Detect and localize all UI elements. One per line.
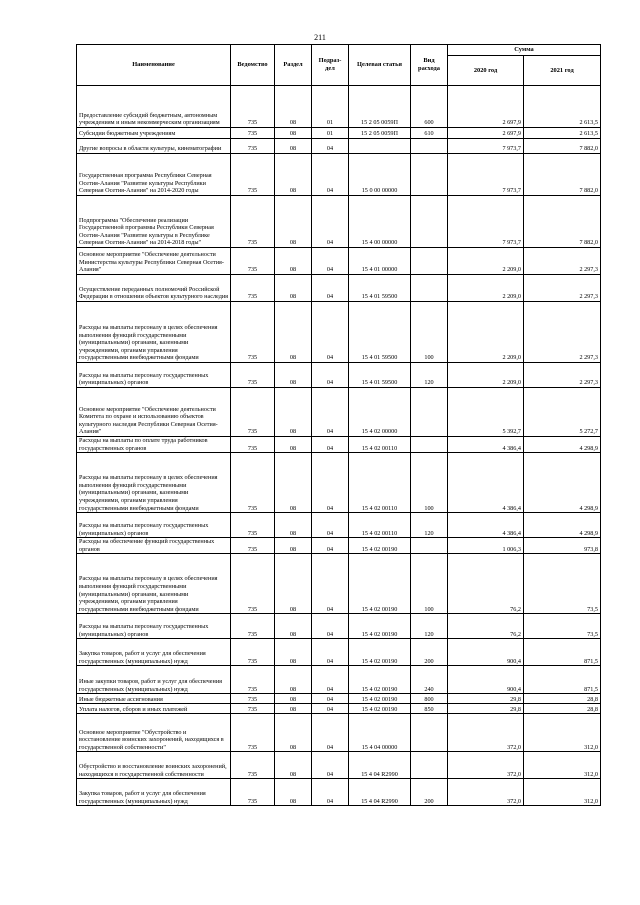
row-section: 08 <box>275 752 312 779</box>
row-name: Предоставление субсидий бюджетным, автономным учреждениям и иным некоммерческим организациям <box>77 86 231 128</box>
page-number: 211 <box>314 33 326 42</box>
table-row <box>77 666 601 694</box>
table-row <box>77 302 601 363</box>
row-amount-2021: 73,5 <box>524 554 601 614</box>
row-section: 08 <box>275 538 312 554</box>
row-ministry: 735 <box>231 453 275 513</box>
row-subsection: 04 <box>312 554 349 614</box>
row-expense-type: 120 <box>411 614 448 639</box>
row-name: Основное мероприятие "Обеспечение деятельности Министерства культуры Республики Северная Осетия-Алания" <box>77 248 231 275</box>
row-expense-type: 850 <box>411 704 448 714</box>
table-row <box>77 196 601 248</box>
row-amount-2021: 2 613,5 <box>524 128 601 139</box>
row-expense-type: 600 <box>411 86 448 128</box>
row-expense-type: 100 <box>411 453 448 513</box>
row-section: 08 <box>275 779 312 806</box>
row-expense-type: 120 <box>411 363 448 388</box>
row-expense-type: 610 <box>411 128 448 139</box>
row-ministry: 735 <box>231 437 275 453</box>
table-header <box>77 45 601 86</box>
row-section: 08 <box>275 513 312 538</box>
row-amount-2021: 2 613,5 <box>524 86 601 128</box>
row-name: Расходы на выплаты персоналу в целях обеспечения выполнения функций государственными (муниципальными) органами, казенными учреждениями, органами управления государственными внебюджетными фондами <box>77 302 231 363</box>
row-section: 08 <box>275 388 312 437</box>
row-name: Обустройство и восстановление воинских захоронений, находящихся в государственной собственности <box>77 752 231 779</box>
row-expense-type <box>411 538 448 554</box>
row-name: Расходы на выплаты по оплате труда работников государственных органов <box>77 437 231 453</box>
row-target-article <box>349 139 411 154</box>
row-amount-2021: 871,5 <box>524 666 601 694</box>
row-amount-2021: 312,0 <box>524 779 601 806</box>
row-section: 08 <box>275 714 312 752</box>
row-subsection: 04 <box>312 779 349 806</box>
header-year-2021: 2021 год <box>524 56 601 86</box>
table-row <box>77 614 601 639</box>
row-name: Государственная программа Республики Северная Осетия-Алания "Развитие культуры Республики Северная Осетия-Алания" на 2014-2020 годы <box>77 154 231 196</box>
row-amount-2021: 871,5 <box>524 639 601 666</box>
header-section: Раздел <box>275 45 312 86</box>
row-subsection: 01 <box>312 128 349 139</box>
row-name: Расходы на обеспечение функций государственных органов <box>77 538 231 554</box>
row-subsection: 04 <box>312 437 349 453</box>
row-section: 08 <box>275 704 312 714</box>
row-section: 08 <box>275 302 312 363</box>
row-amount-2021: 4 298,9 <box>524 437 601 453</box>
row-target-article: 15 4 02 00190 <box>349 614 411 639</box>
row-subsection: 04 <box>312 196 349 248</box>
row-expense-type: 100 <box>411 554 448 614</box>
row-target-article: 15 4 02 00190 <box>349 694 411 704</box>
row-section: 08 <box>275 694 312 704</box>
row-amount-2020: 2 209,0 <box>448 248 524 275</box>
row-target-article: 15 4 04 R2990 <box>349 752 411 779</box>
row-subsection: 01 <box>312 86 349 128</box>
row-amount-2021: 4 298,9 <box>524 453 601 513</box>
row-subsection: 04 <box>312 666 349 694</box>
row-amount-2020: 372,0 <box>448 714 524 752</box>
row-target-article: 15 4 02 00000 <box>349 388 411 437</box>
row-target-article: 15 4 04 R2990 <box>349 779 411 806</box>
row-section: 08 <box>275 437 312 453</box>
table-row <box>77 639 601 666</box>
row-subsection: 04 <box>312 248 349 275</box>
row-section: 08 <box>275 666 312 694</box>
row-section: 08 <box>275 128 312 139</box>
row-target-article: 15 4 01 00000 <box>349 248 411 275</box>
row-amount-2020: 29,8 <box>448 704 524 714</box>
row-amount-2021: 28,8 <box>524 694 601 704</box>
row-target-article: 15 0 00 00000 <box>349 154 411 196</box>
table-row <box>77 752 601 779</box>
row-target-article: 15 4 02 00110 <box>349 453 411 513</box>
row-subsection: 04 <box>312 363 349 388</box>
row-name: Расходы на выплаты персоналу в целях обеспечения выполнения функций государственными (муниципальными) органами, казенными учреждениями, органами управления государственными внебюджетными фондами <box>77 453 231 513</box>
table-row <box>77 554 601 614</box>
row-ministry: 735 <box>231 248 275 275</box>
row-ministry: 735 <box>231 302 275 363</box>
header-ministry: Ведомство <box>231 45 275 86</box>
row-ministry: 735 <box>231 554 275 614</box>
row-expense-type <box>411 437 448 453</box>
row-ministry: 735 <box>231 694 275 704</box>
row-ministry: 735 <box>231 86 275 128</box>
row-section: 08 <box>275 639 312 666</box>
row-amount-2020: 5 392,7 <box>448 388 524 437</box>
row-name: Основное мероприятие "Обустройство и восстановление воинских захоронений, находящихся в государственной собственности" <box>77 714 231 752</box>
row-amount-2021: 2 297,3 <box>524 363 601 388</box>
row-amount-2020: 76,2 <box>448 614 524 639</box>
row-amount-2020: 7 973,7 <box>448 154 524 196</box>
row-expense-type <box>411 275 448 302</box>
header-amount: Сумма <box>448 45 601 56</box>
row-expense-type <box>411 196 448 248</box>
row-section: 08 <box>275 554 312 614</box>
row-expense-type: 100 <box>411 302 448 363</box>
row-target-article: 15 4 02 00190 <box>349 538 411 554</box>
row-ministry: 735 <box>231 363 275 388</box>
header-expense-type: Вид расхода <box>411 45 448 86</box>
row-amount-2020: 900,4 <box>448 639 524 666</box>
row-subsection: 04 <box>312 614 349 639</box>
row-subsection: 04 <box>312 752 349 779</box>
row-amount-2021: 7 882,0 <box>524 154 601 196</box>
row-target-article: 15 4 01 59500 <box>349 363 411 388</box>
row-section: 08 <box>275 453 312 513</box>
table-row <box>77 704 601 714</box>
row-name: Расходы на выплаты персоналу государственных (муниципальных) органов <box>77 363 231 388</box>
row-ministry: 735 <box>231 752 275 779</box>
header-name: Наименование <box>77 45 231 86</box>
table-row <box>77 388 601 437</box>
row-amount-2021: 7 882,0 <box>524 196 601 248</box>
row-name: Закупка товаров, работ и услуг для обеспечения государственных (муниципальных) нужд <box>77 779 231 806</box>
row-subsection: 04 <box>312 154 349 196</box>
row-section: 08 <box>275 363 312 388</box>
table-row <box>77 128 601 139</box>
row-amount-2020: 4 386,4 <box>448 453 524 513</box>
row-ministry: 735 <box>231 779 275 806</box>
row-target-article: 15 4 04 00000 <box>349 714 411 752</box>
row-amount-2020: 7 973,7 <box>448 139 524 154</box>
row-expense-type <box>411 752 448 779</box>
row-amount-2021: 5 272,7 <box>524 388 601 437</box>
row-name: Осуществление переданных полномочий Российской Федерации в отношении объектов культурного наследия <box>77 275 231 302</box>
row-ministry: 735 <box>231 388 275 437</box>
row-name: Иные бюджетные ассигнования <box>77 694 231 704</box>
row-amount-2020: 2 209,0 <box>448 363 524 388</box>
row-expense-type: 120 <box>411 513 448 538</box>
table-row <box>77 779 601 806</box>
row-ministry: 735 <box>231 196 275 248</box>
row-amount-2021: 73,5 <box>524 614 601 639</box>
row-subsection: 04 <box>312 275 349 302</box>
row-section: 08 <box>275 139 312 154</box>
row-amount-2020: 2 209,0 <box>448 302 524 363</box>
row-amount-2020: 4 386,4 <box>448 437 524 453</box>
row-target-article: 15 4 02 00110 <box>349 437 411 453</box>
row-subsection: 04 <box>312 714 349 752</box>
row-target-article: 15 4 02 00190 <box>349 554 411 614</box>
row-expense-type: 240 <box>411 666 448 694</box>
row-amount-2021: 2 297,3 <box>524 302 601 363</box>
row-target-article: 15 4 01 59500 <box>349 302 411 363</box>
table-body <box>77 86 601 806</box>
row-section: 08 <box>275 86 312 128</box>
row-amount-2020: 2 209,0 <box>448 275 524 302</box>
row-amount-2020: 2 697,9 <box>448 86 524 128</box>
row-name: Расходы на выплаты персоналу государственных (муниципальных) органов <box>77 513 231 538</box>
row-name: Уплата налогов, сборов и иных платежей <box>77 704 231 714</box>
row-subsection: 04 <box>312 639 349 666</box>
row-subsection: 04 <box>312 513 349 538</box>
row-name: Другие вопросы в области культуры, кинематографии <box>77 139 231 154</box>
row-ministry: 735 <box>231 139 275 154</box>
table-row <box>77 275 601 302</box>
row-ministry: 735 <box>231 704 275 714</box>
table-row <box>77 694 601 704</box>
table-row <box>77 437 601 453</box>
row-target-article: 15 4 02 00190 <box>349 639 411 666</box>
row-amount-2021: 28,8 <box>524 704 601 714</box>
table-row <box>77 363 601 388</box>
row-expense-type <box>411 154 448 196</box>
row-expense-type <box>411 248 448 275</box>
row-expense-type <box>411 714 448 752</box>
row-name: Расходы на выплаты персоналу в целях обеспечения выполнения функций государственными (муниципальными) органами, казенными учреждениями, органами управления государственными внебюджетными фондами <box>77 554 231 614</box>
table-row <box>77 453 601 513</box>
row-amount-2020: 1 006,3 <box>448 538 524 554</box>
budget-table <box>76 44 601 806</box>
row-section: 08 <box>275 154 312 196</box>
row-expense-type: 200 <box>411 639 448 666</box>
table-row <box>77 248 601 275</box>
table-row <box>77 538 601 554</box>
row-amount-2021: 2 297,3 <box>524 275 601 302</box>
row-subsection: 04 <box>312 139 349 154</box>
row-target-article: 15 2 05 0059П <box>349 128 411 139</box>
row-amount-2020: 900,4 <box>448 666 524 694</box>
row-ministry: 735 <box>231 275 275 302</box>
row-amount-2021: 973,8 <box>524 538 601 554</box>
row-target-article: 15 4 02 00190 <box>349 666 411 694</box>
row-amount-2020: 2 697,9 <box>448 128 524 139</box>
table-row <box>77 86 601 128</box>
row-section: 08 <box>275 196 312 248</box>
row-amount-2020: 372,0 <box>448 779 524 806</box>
header-year-2020: 2020 год <box>448 56 524 86</box>
row-ministry: 735 <box>231 128 275 139</box>
row-name: Закупка товаров, работ и услуг для обеспечения государственных (муниципальных) нужд <box>77 639 231 666</box>
row-subsection: 04 <box>312 538 349 554</box>
row-ministry: 735 <box>231 666 275 694</box>
table-row <box>77 154 601 196</box>
row-subsection: 04 <box>312 388 349 437</box>
row-name: Подпрограмма "Обеспечение реализации Государственной программы Республики Северная Осетия-Алания "Развитие культуры в Республике Северная Осетия-Алания" на 2014-2018 годы" <box>77 196 231 248</box>
row-name: Расходы на выплаты персоналу государственных (муниципальных) органов <box>77 614 231 639</box>
table-row <box>77 139 601 154</box>
row-ministry: 735 <box>231 154 275 196</box>
row-ministry: 735 <box>231 538 275 554</box>
row-subsection: 04 <box>312 302 349 363</box>
row-expense-type <box>411 388 448 437</box>
row-subsection: 04 <box>312 453 349 513</box>
row-subsection: 04 <box>312 704 349 714</box>
row-target-article: 15 4 02 00190 <box>349 704 411 714</box>
row-ministry: 735 <box>231 614 275 639</box>
row-expense-type: 200 <box>411 779 448 806</box>
row-section: 08 <box>275 248 312 275</box>
row-target-article: 15 4 00 00000 <box>349 196 411 248</box>
table-row <box>77 513 601 538</box>
row-amount-2021: 312,0 <box>524 752 601 779</box>
row-amount-2020: 372,0 <box>448 752 524 779</box>
row-target-article: 15 4 02 00110 <box>349 513 411 538</box>
row-amount-2021: 2 297,3 <box>524 248 601 275</box>
row-amount-2020: 7 973,7 <box>448 196 524 248</box>
row-amount-2020: 76,2 <box>448 554 524 614</box>
row-target-article: 15 4 01 59500 <box>349 275 411 302</box>
header-subsection: Подраз-дел <box>312 45 349 86</box>
row-subsection: 04 <box>312 694 349 704</box>
row-amount-2021: 4 298,9 <box>524 513 601 538</box>
row-expense-type <box>411 139 448 154</box>
row-ministry: 735 <box>231 513 275 538</box>
row-name: Субсидии бюджетным учреждениям <box>77 128 231 139</box>
header-target-article: Целевая статья <box>349 45 411 86</box>
row-section: 08 <box>275 614 312 639</box>
row-amount-2020: 29,8 <box>448 694 524 704</box>
row-ministry: 735 <box>231 639 275 666</box>
row-amount-2021: 312,0 <box>524 714 601 752</box>
table-row <box>77 714 601 752</box>
row-amount-2021: 7 882,0 <box>524 139 601 154</box>
row-amount-2020: 4 386,4 <box>448 513 524 538</box>
row-name: Основное мероприятие "Обеспечение деятельности Комитета по охране и использованию объектов культурного наследия Республики Северная Осетия-Алания" <box>77 388 231 437</box>
row-ministry: 735 <box>231 714 275 752</box>
row-name: Иные закупки товаров, работ и услуг для обеспечения государственных (муниципальных) нужд <box>77 666 231 694</box>
row-expense-type: 800 <box>411 694 448 704</box>
row-section: 08 <box>275 275 312 302</box>
row-target-article: 15 2 05 0059П <box>349 86 411 128</box>
